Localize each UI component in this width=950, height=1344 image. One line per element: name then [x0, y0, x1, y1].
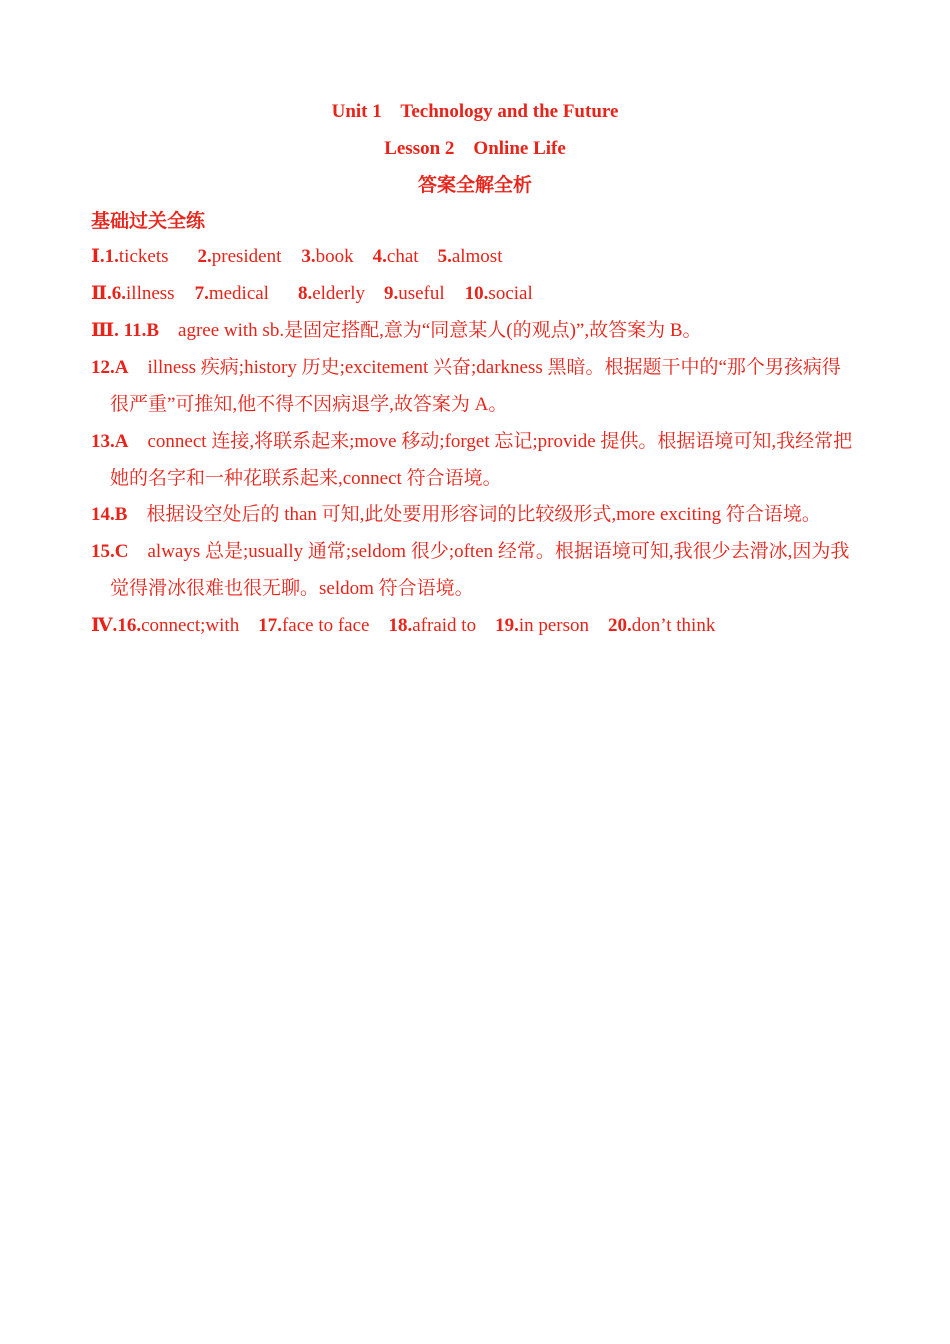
section-heading: 基础过关全练 [91, 211, 206, 232]
answer-text: in person [518, 615, 590, 636]
answer-text: afraid to [412, 615, 477, 636]
answer-key: 14.B [91, 504, 128, 525]
part1-roman: Ⅰ. [91, 246, 105, 267]
answer-num: 19. [495, 615, 519, 636]
q13-continuation: 她的名字和一种花联系起来,connect 符合语境。 [110, 468, 502, 489]
lesson-title: Lesson 2 Online Life [384, 138, 566, 159]
answer-text: tickets [118, 246, 169, 267]
answer-num: 10. [464, 283, 489, 304]
answer-num: 8. [297, 283, 313, 304]
q15-continuation: 觉得滑冰很难也很无聊。seldom 符合语境。 [110, 578, 474, 599]
answer-num: 6. [111, 283, 127, 304]
q12-continuation: 很严重”可推知,他不得不因病退学,故答案为 A。 [110, 394, 508, 415]
answer-num: 4. [372, 246, 387, 267]
answer-num: 16. [117, 615, 142, 636]
answer-num: 1. [104, 246, 119, 267]
answer-num: 18. [388, 615, 413, 636]
explanation-text: agree with sb.是固定搭配,意为“同意某人(的观点)”,故答案为 B。 [178, 320, 702, 341]
answer-num: 7. [194, 283, 209, 304]
part3-roman: Ⅲ. [91, 320, 124, 341]
part1-line [91, 245, 502, 269]
q14-line [91, 503, 821, 527]
answer-key: 11.B [123, 320, 160, 341]
answer-num: 17. [258, 615, 282, 636]
answer-key: 15.C [91, 541, 129, 562]
answer-text: elderly [312, 283, 365, 304]
part4-line [91, 614, 715, 638]
q15-line [91, 540, 849, 564]
unit-title: Unit 1 Technology and the Future [331, 101, 619, 122]
explanation-text: connect 连接,将联系起来;move 移动;forget 忘记;provide 提供。根据语境可知,我经常把 [147, 431, 853, 452]
answer-num: 5. [437, 246, 452, 267]
part4-roman: Ⅳ. [91, 615, 118, 636]
answer-text: don’t think [631, 615, 716, 636]
answer-text: president [211, 246, 282, 267]
answer-num: 3. [301, 246, 316, 267]
explanation-text: always 总是;usually 通常;seldom 很少;often 经常。根据语境可知,我很少去滑冰,因为我 [147, 541, 850, 562]
answer-key: 12.A [91, 357, 129, 378]
explanation-text: illness 疾病;history 历史;excitement 兴奋;darkness 黑暗。根据题干中的“那个男孩病得 [147, 357, 841, 378]
answer-num: 20. [608, 615, 632, 636]
answer-text: social [488, 283, 533, 304]
answer-text: almost [451, 246, 503, 267]
answer-num: 2. [197, 246, 212, 267]
part2-roman: Ⅱ. [91, 283, 112, 304]
answer-text: medical [208, 283, 269, 304]
answer-text: book [315, 246, 354, 267]
explanation-text: 根据设空处后的 than 可知,此处要用形容词的比较级形式,more exciting 符合语境。 [146, 504, 821, 525]
answer-text: useful [398, 283, 445, 304]
answer-text: connect;with [141, 615, 240, 636]
answer-subtitle: 答案全解全析 [417, 175, 532, 196]
answer-text: chat [386, 246, 419, 267]
answer-num: 9. [383, 283, 399, 304]
q11-line [91, 319, 702, 343]
q12-line [91, 356, 841, 380]
answer-text: face to face [281, 615, 370, 636]
answer-text: illness [126, 283, 175, 304]
part2-line [91, 282, 533, 306]
q13-line [91, 430, 852, 454]
answer-key: 13.A [91, 431, 129, 452]
